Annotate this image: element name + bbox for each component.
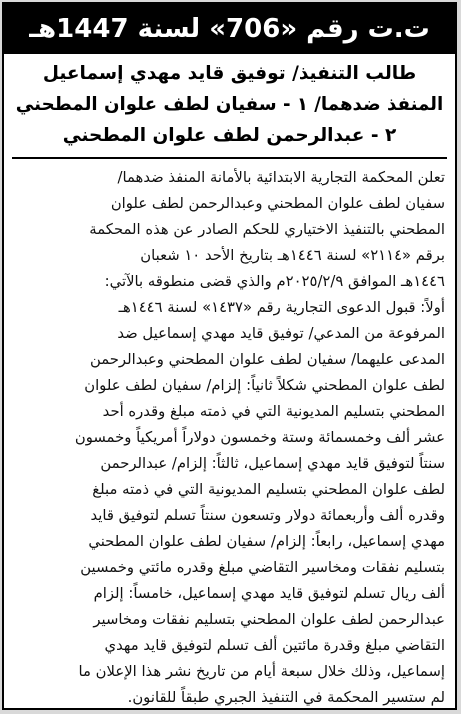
respondent-line-1: المنفذ ضدهما/ ١ - سفيان لطف علوان المطحني	[15, 94, 444, 115]
case-number-title: ت.ت رقم «706» لسنة 1447هـ	[29, 14, 430, 44]
body-line: لم ستسير المحكمة في التنفيذ الجبري طبقاً للقانون.	[127, 689, 445, 706]
body-line: وقدره ألف وأربعمائة دولار وتسعون سنتاً تسلم لتوفيق قايد	[90, 507, 445, 524]
body-line: عبدالرحمن لطف علوان المطحني بتسليم نفقات ومخاسير	[93, 611, 445, 628]
parties-block	[4, 54, 455, 153]
body-line: التقاضي مبلغ وقدرة مائتين ألف تسلم لتوفيق قايد مهدي	[104, 637, 445, 654]
body-line: المطحني بتسليم المديونية التي في ذمته مبلغ وقدره أحد	[102, 403, 445, 420]
body-line: لطف علوان المطحني شكلاً ثانياً: إلزام/ سفيان لطف علوان	[84, 377, 445, 394]
body-line: تعلن المحكمة التجارية الابتدائية بالأمانة المنفذ ضدهما/	[117, 169, 445, 186]
respondent-line-2: ٢ - عبدالرحمن لطف علوان المطحني	[62, 125, 397, 146]
body-line: عشر ألف وخمسمائة وستة وخمسون دولاراً أمريكياً وخمسون	[74, 429, 445, 446]
notice-header	[4, 4, 455, 54]
body-line: المدعى عليهما/ سفيان لطف علوان المطحني وعبدالرحمن	[89, 351, 445, 368]
body-line: بتسليم نفقات ومخاسير التقاضي مبلغ وقدره مائتي وخمسين	[80, 559, 445, 576]
divider-line	[12, 157, 447, 159]
notice-frame	[2, 2, 457, 710]
body-line: سفيان لطف علوان المطحني وعبدالرحمن لطف علوان	[110, 195, 445, 212]
body-line: ألف ريال تسلم لتوفيق قايد مهدي إسماعيل، خامساً: إلزام	[93, 585, 445, 602]
body-line: المطحني بالتنفيذ الاختياري للحكم الصادر عن هذه المحكمة	[89, 221, 445, 238]
body-line: إسماعيل، وذلك خلال سبعة أيام من تاريخ نشر هذا الإعلان ما	[78, 663, 445, 680]
body-line: لطف علوان المطحني بتسليم المديونية التي في ذمته مبلغ	[92, 481, 445, 498]
body-line: مهدي إسماعيل، رابعاً: إلزام/ سفيان لطف علوان المطحني	[88, 533, 445, 550]
body-line: ١٤٤٦هـ الموافق ٢٠٢٥/٢/٩م والذي قضى منطوقه بالآتي:	[104, 273, 445, 290]
body-line: سنتاً لتوفيق قايد مهدي إسماعيل، ثالثاً: إلزام/ عبدالرحمن	[100, 455, 445, 472]
notice-body	[4, 165, 455, 710]
body-line: برقم «٢١١٤» لسنة ١٤٤٦هـ بتاريخ الأحد ١٠ شعبان	[140, 247, 445, 264]
applicant-line: طالب التنفيذ/ توفيق قايد مهدي إسماعيل	[42, 63, 417, 84]
body-line: المرفوعة من المدعي/ توفيق قايد مهدي إسماعيل ضد	[117, 325, 445, 342]
body-line: أولاً: قبول الدعوى التجارية رقم «١٤٣٧» لسنة ١٤٤٦هـ	[118, 299, 445, 316]
